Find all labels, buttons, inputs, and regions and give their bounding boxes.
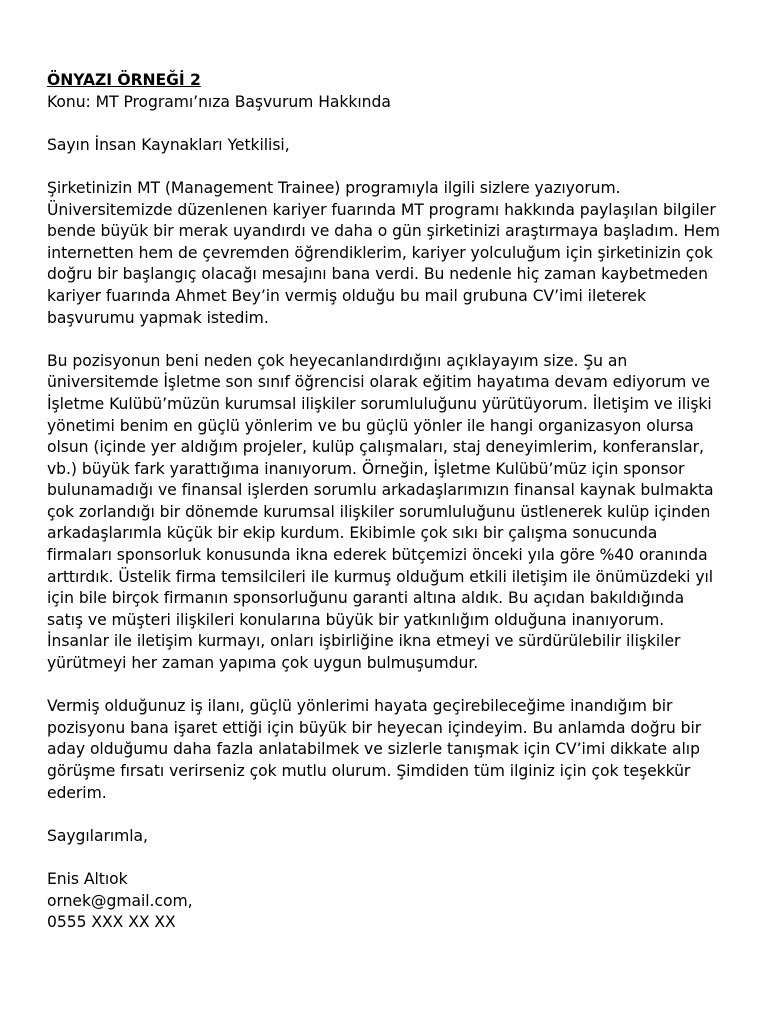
paragraph [47, 696, 747, 804]
paragraph-line: Vermiş olduğunuz iş ilanı, güçlü yönlerimi hayata geçirebileceğime inandığım bir [47, 697, 673, 716]
signature-phone: 0555 XXX XX XX [47, 913, 176, 932]
spacer [47, 156, 747, 178]
paragraph-line: vb.) büyük fark yarattığıma inanıyorum. Örneğin, İşletme Kulübü’müz için sponsor [47, 459, 685, 478]
paragraph-line: arttırdık. Üstelik firma temsilcileri ile kurmuş olduğum etkili iletişim ile önümüzdeki yıl [47, 567, 714, 586]
closing: Saygılarımla, [47, 826, 148, 845]
paragraph [47, 351, 747, 675]
paragraph-line: kariyer fuarında Ahmet Bey’in vermiş olduğu bu mail grubuna CV’imi ileterek [47, 286, 646, 305]
paragraph-line: yönetimi benim en güçlü yönlerim ve bu güçlü yönler ile hangi organizasyon olursa [47, 416, 694, 435]
paragraph-line: satış ve müşteri ilişkileri konularına büyük bir yatkınlığım olduğuna inanıyorum. [47, 610, 665, 629]
paragraph-line: bulunamadığı ve finansal işlerden sorumlu arkadaşlarımızın finansal kaynak bulmakta [47, 481, 714, 500]
paragraph-line: Bu pozisyonun beni neden çok heyecanlandırdığını açıklayayım size. Şu an [47, 351, 628, 370]
subject-line: Konu: MT Programı’nıza Başvurum Hakkında [47, 92, 391, 111]
paragraph-line: olsun (içinde yer aldığım projeler, kulüp çalışmaları, staj deneyimlerim, konferanslar, [47, 438, 704, 457]
paragraph-line: doğru bir başlangıç olacağı mesajını bana verdi. Bu nedenle hiç zaman kaybetmeden [47, 265, 708, 284]
paragraph-line: yürütmeyi her zaman yapıma çok uygun bulmuşumdur. [47, 654, 479, 673]
cover-letter-page [47, 70, 747, 934]
paragraph-line: aday olduğumu daha fazla anlatabilmek ve sizlerle tanışmak için CV’imi dikkate alıp [47, 740, 700, 759]
paragraph-line: üniversitemde İşletme son sınıf öğrencisi olarak eğitim hayatıma devam ediyorum ve [47, 373, 710, 392]
spacer [47, 804, 747, 826]
letter-body [47, 178, 747, 826]
signature-email: ornek@gmail.com, [47, 891, 193, 910]
paragraph-line: görüşme fırsatı verirseniz çok mutlu olurum. Şimdiden tüm ilginiz için çok teşekkür [47, 762, 691, 780]
paragraph-line: bende büyük bir merak uyandırdı ve daha o gün şirketinizi araştırmaya başladım. Hem [47, 222, 720, 241]
paragraph-line: için bile birçok firmanın sponsorluğunu garanti altına aldık. Bu açıdan bakıldığında [47, 589, 685, 608]
spacer [47, 329, 747, 351]
paragraph-line: ederim. [47, 783, 107, 802]
paragraph-line: internetten hem de çevremden öğrendiklerim, kariyer yolculuğum için şirketinizin çok [47, 243, 713, 262]
signature-name: Enis Altıok [47, 869, 128, 888]
paragraph-line: başvurumu yapmak istedim. [47, 308, 269, 327]
paragraph-line: pozisyonu bana işaret ettiği için büyük bir heyecan içindeyim. Bu anlamda doğru bir [47, 718, 702, 737]
paragraph-line: İnsanlar ile iletişim kurmayı, onları işbirliğine ikna etmeyi ve sürdürülebilir ilişkiler [47, 632, 681, 651]
spacer [47, 847, 747, 869]
paragraph [47, 178, 747, 329]
paragraph-line: Şirketinizin MT (Management Trainee) programıyla ilgili sizlere yazıyorum. [47, 178, 621, 197]
salutation: Sayın İnsan Kaynakları Yetkilisi, [47, 135, 290, 154]
paragraph-line: çok zorlandığı bir dönemde kurumsal ilişkiler sorumluluğunu üstlenerek kulüp içinden [47, 502, 711, 521]
document-heading: ÖNYAZI ÖRNEĞİ 2 [47, 71, 201, 89]
paragraph-line: firmaları sponsorluk konusunda ikna ederek bütçemizi önceki yıla göre %40 oranında [47, 546, 708, 565]
paragraph-line: Üniversitemizde düzenlenen kariyer fuarında MT programı hakkında paylaşılan bilgiler [47, 200, 716, 219]
spacer [47, 675, 747, 697]
paragraph-line: arkadaşlarımla küçük bir ekip kurdum. Ekibimle çok sıkı bir çalışma sonucunda [47, 524, 658, 543]
spacer [47, 113, 747, 135]
paragraph-line: İşletme Kulübü’müzün kurumsal ilişkiler sorumluluğunu yürütüyorum. İletişim ve ilişki [47, 394, 712, 413]
